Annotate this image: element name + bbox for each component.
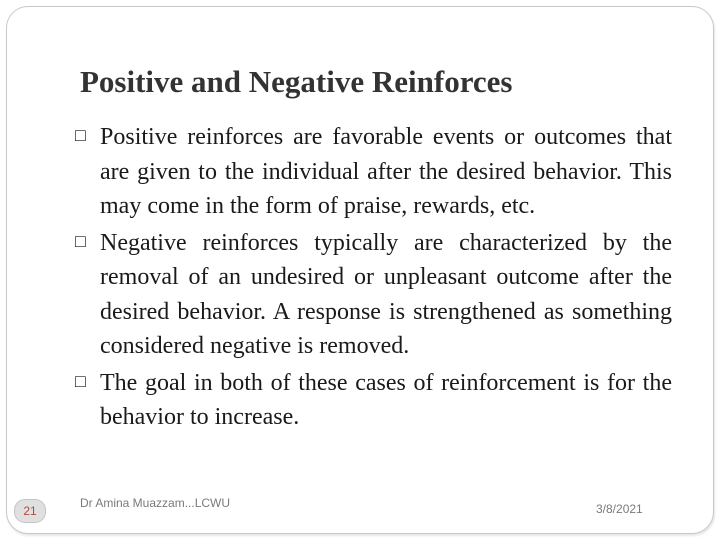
bullet-list: [75, 118, 672, 435]
bullet-text: Positive reinforces are favorable events or outcomes that are given to the individual after the desired behavior. This may come in the form of praise, rewards, etc.: [100, 124, 672, 219]
bullet-item-goal: [75, 364, 672, 435]
bullet-box-icon: □: [75, 230, 86, 251]
slide-title: Positive and Negative Reinforces: [80, 64, 513, 99]
bullet-box-icon: □: [75, 370, 86, 391]
bullet-item-positive: [75, 118, 672, 224]
bullet-text: Negative reinforces typically are characterized by the removal of an undesired or unpleasant outcome after the desired behavior. A response is strengthened as something considered negative is removed.: [100, 229, 672, 359]
bullet-box-icon: □: [75, 125, 86, 145]
bullet-item-negative: [75, 224, 672, 364]
page-number-badge: 21: [14, 499, 46, 523]
footer-author: Dr Amina Muazzam...LCWU: [80, 496, 231, 510]
bullet-text: The goal in both of these cases of reinforcement is for the behavior to increase.: [100, 369, 672, 430]
footer-date: 3/8/2021: [596, 502, 643, 516]
